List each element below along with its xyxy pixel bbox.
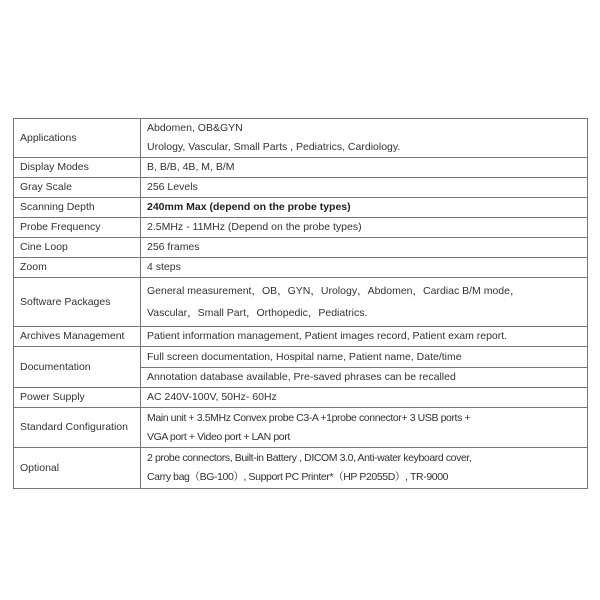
row-value: 240mm Max (depend on the probe types): [141, 198, 588, 218]
table-row-software-packages: [14, 278, 588, 327]
value-line: Full screen documentation, Hospital name, Patient name, Date/time: [147, 350, 462, 363]
value-line: General measurement，OB，GYN，Urology，Abdomen，Cardiac B/M mode，: [147, 285, 521, 297]
row-label: Applications: [14, 119, 141, 158]
row-value: 4 steps: [141, 258, 588, 278]
row-label: Archives Management: [14, 327, 141, 347]
table-row-archives-management: [14, 327, 588, 347]
row-label: Software Packages: [14, 278, 141, 327]
row-value: 256 frames: [141, 238, 588, 258]
row-value: B, B/B, 4B, M, B/M: [141, 158, 588, 178]
value-line: Vascular，Small Part，Orthopedic，Pediatrics.: [147, 307, 368, 319]
row-value: [141, 408, 588, 448]
row-label: Cine Loop: [14, 238, 141, 258]
row-label: Zoom: [14, 258, 141, 278]
table-row-zoom: [14, 258, 588, 278]
row-label: Power Supply: [14, 388, 141, 408]
value-line: 2 probe connectors, Built-in Battery , DICOM 3.0, Anti-water keyboard cover,: [147, 452, 472, 464]
table-row-optional: [14, 448, 588, 489]
row-value: [141, 119, 588, 158]
table-row-gray-scale: [14, 178, 588, 198]
value-line: Abdomen, OB&GYN: [147, 122, 243, 134]
table-row-power-supply: [14, 388, 588, 408]
specifications-table: [13, 118, 588, 489]
row-label: Scanning Depth: [14, 198, 141, 218]
value-line: Carry bag（BG-100）, Support PC Printer*（HP P2055D）, TR-9000: [147, 471, 449, 483]
table-row-cine-loop: [14, 238, 588, 258]
value-line: Annotation database available, Pre-saved phrases can be recalled: [141, 367, 587, 387]
table-row-documentation: [14, 347, 588, 388]
table-row-display-modes: [14, 158, 588, 178]
row-label: Gray Scale: [14, 178, 141, 198]
row-value: Patient information management, Patient images record, Patient exam report.: [141, 327, 588, 347]
table-row-scanning-depth: [14, 198, 588, 218]
row-label: Display Modes: [14, 158, 141, 178]
row-value: 256 Levels: [141, 178, 588, 198]
row-value: [141, 347, 588, 388]
row-value: [141, 448, 588, 489]
row-label: Documentation: [14, 347, 141, 388]
value-line: VGA port + Video port + LAN port: [147, 430, 290, 443]
row-label: Optional: [14, 448, 141, 489]
table-row-standard-configuration: [14, 408, 588, 448]
value-line: Urology, Vascular, Small Parts , Pediatrics, Cardiology.: [147, 141, 401, 153]
row-value: [141, 278, 588, 327]
table-row-applications: [14, 119, 588, 158]
row-value: 2.5MHz - 11MHz (Depend on the probe types): [141, 218, 588, 238]
row-value: AC 240V-100V, 50Hz- 60Hz: [141, 388, 588, 408]
row-label: Standard Configuration: [14, 408, 141, 448]
value-line: Main unit + 3.5MHz Convex probe C3-A +1probe connector+ 3 USB ports +: [147, 411, 471, 424]
row-label: Probe Frequency: [14, 218, 141, 238]
table-row-probe-frequency: [14, 218, 588, 238]
